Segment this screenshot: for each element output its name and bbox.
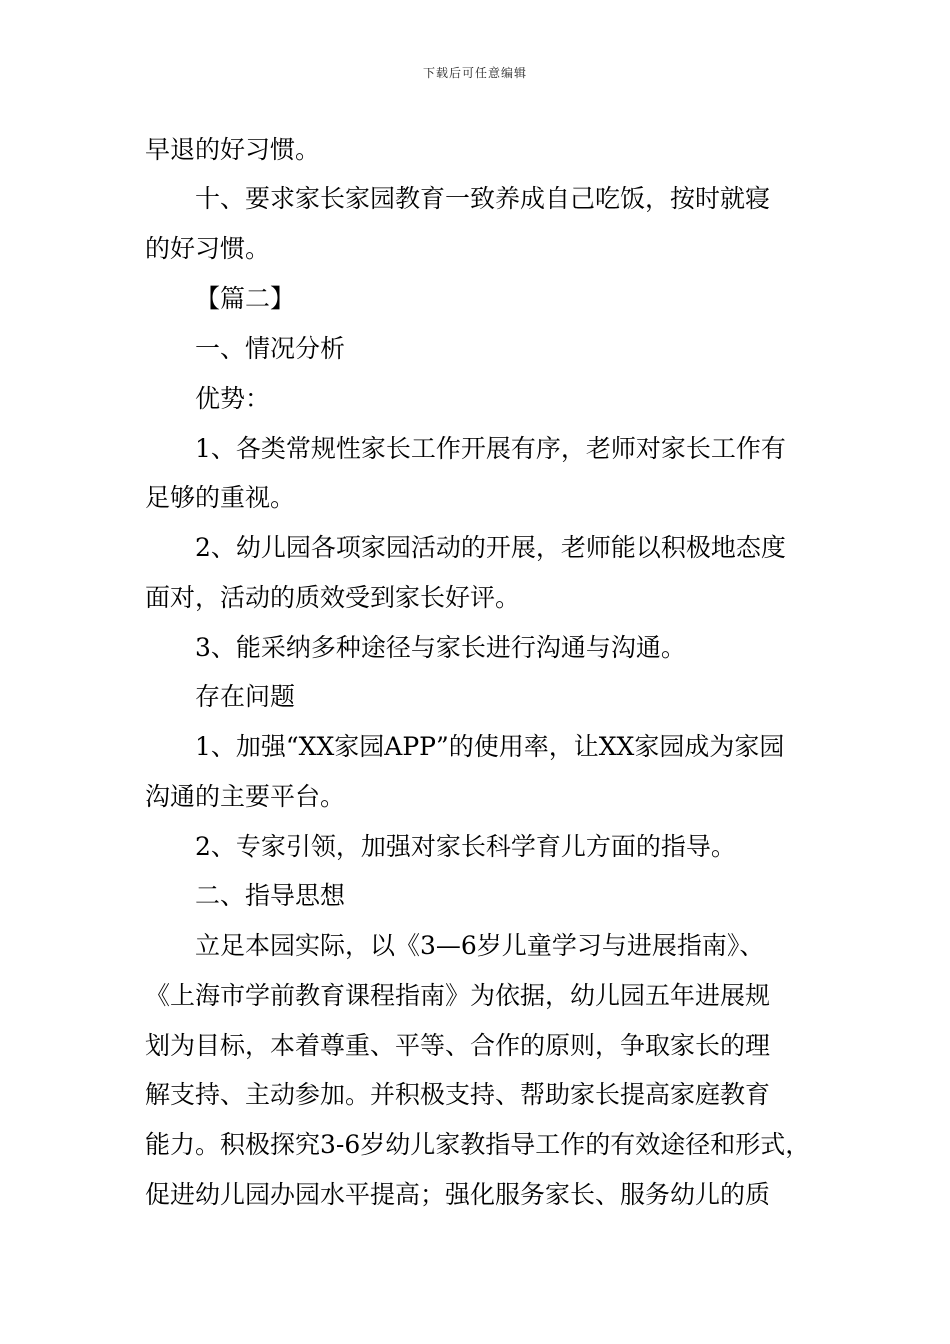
text-line: 面对，活动的质效受到家长好评。 xyxy=(145,583,521,612)
text-line: 2、幼儿园各项家园活动的开展，老师能以积极地态度 xyxy=(195,533,786,562)
text-line: 十、要求家长家园教育一致养成自己吃饭，按时就寝 xyxy=(195,184,771,213)
section-heading: 二、指导思想 xyxy=(195,881,346,910)
text-line: 优势： xyxy=(195,384,271,413)
text-line: 足够的重视。 xyxy=(145,483,296,512)
section-heading: 【篇二】 xyxy=(195,284,296,313)
text-line: 立足本园实际，以《3—6岁儿童学习与进展指南》、 xyxy=(195,931,765,960)
section-heading: 一、情况分析 xyxy=(195,334,346,363)
text-line: 1、加强“XX家园APP”的使用率，让XX家园成为家园 xyxy=(195,732,785,761)
text-line: 3、能采纳多种途径与家长进行沟通与沟通。 xyxy=(195,633,686,662)
text-line: 2、专家引领，加强对家长科学育儿方面的指导。 xyxy=(195,832,736,861)
text-line: 促进幼儿园办园水平提高；强化服务家长、服务幼儿的质 xyxy=(145,1180,771,1209)
text-line: 存在问题 xyxy=(195,682,296,711)
text-line: 能力。积极探究3-6岁幼儿家教指导工作的有效途径和形式， xyxy=(145,1130,811,1159)
page-header: 下载后可任意编辑 xyxy=(422,66,527,80)
text-line: 解支持、主动参加。并积极支持、帮助家长提高家庭教育 xyxy=(145,1080,771,1109)
text-line: 的好习惯。 xyxy=(145,234,271,263)
text-line: 早退的好习惯。 xyxy=(145,135,321,164)
text-line: 划为目标，本着尊重、平等、合作的原则，争取家长的理 xyxy=(145,1031,771,1060)
text-line: 1、各类常规性家长工作开展有序，老师对家长工作有 xyxy=(195,434,786,463)
text-line: 《上海市学前教育课程指南》为依据，幼儿园五年进展规 xyxy=(145,981,771,1010)
text-line: 沟通的主要平台。 xyxy=(145,782,346,811)
